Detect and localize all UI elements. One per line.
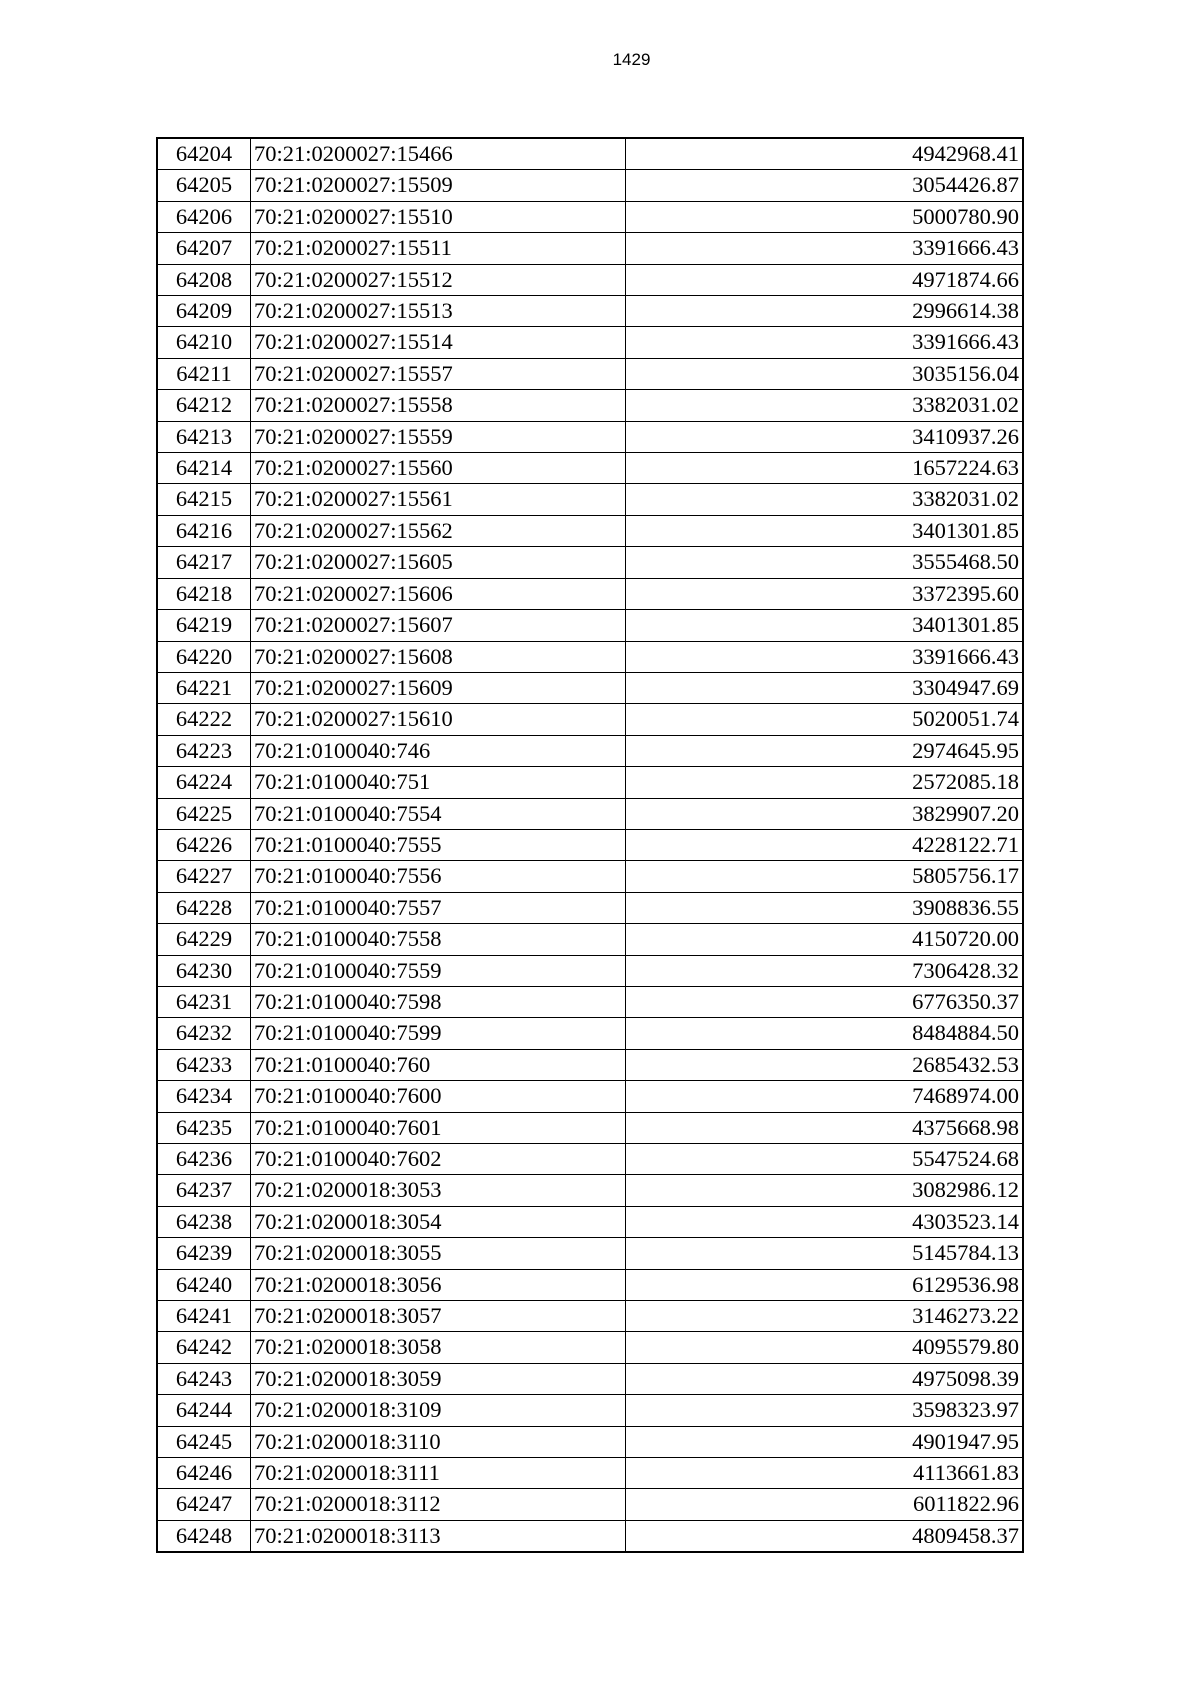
table-row bbox=[157, 1206, 1023, 1237]
table-row bbox=[157, 233, 1023, 264]
table-row bbox=[157, 1395, 1023, 1426]
row-number-cell: 64225 bbox=[157, 798, 251, 829]
table-row bbox=[157, 641, 1023, 672]
table-body bbox=[157, 138, 1023, 1552]
cadastral-value-cell: 5000780.90 bbox=[626, 201, 1024, 232]
cadastral-value-cell: 3908836.55 bbox=[626, 892, 1024, 923]
row-number-cell: 64242 bbox=[157, 1332, 251, 1363]
cadastral-value-cell: 4228122.71 bbox=[626, 829, 1024, 860]
cadastral-number-cell: 70:21:0200018:3111 bbox=[251, 1458, 626, 1489]
table-row bbox=[157, 453, 1023, 484]
cadastral-number-cell: 70:21:0200027:15557 bbox=[251, 358, 626, 389]
page-number: 1429 bbox=[612, 50, 651, 69]
row-number-cell: 64243 bbox=[157, 1363, 251, 1394]
table-row bbox=[157, 390, 1023, 421]
cadastral-value-cell: 3372395.60 bbox=[626, 578, 1024, 609]
table-row bbox=[157, 704, 1023, 735]
table-row bbox=[157, 767, 1023, 798]
row-number-cell: 64246 bbox=[157, 1458, 251, 1489]
cadastral-number-cell: 70:21:0200027:15610 bbox=[251, 704, 626, 735]
cadastral-number-cell: 70:21:0200027:15514 bbox=[251, 327, 626, 358]
row-number-cell: 64211 bbox=[157, 358, 251, 389]
cadastral-number-cell: 70:21:0200027:15562 bbox=[251, 515, 626, 546]
row-number-cell: 64209 bbox=[157, 296, 251, 327]
cadastral-number-cell: 70:21:0100040:7558 bbox=[251, 924, 626, 955]
cadastral-value-cell: 3035156.04 bbox=[626, 358, 1024, 389]
row-number-cell: 64231 bbox=[157, 986, 251, 1017]
cadastral-value-cell: 8484884.50 bbox=[626, 1018, 1024, 1049]
table-row bbox=[157, 1520, 1023, 1552]
table-row bbox=[157, 358, 1023, 389]
row-number-cell: 64221 bbox=[157, 672, 251, 703]
cadastral-number-cell: 70:21:0200018:3058 bbox=[251, 1332, 626, 1363]
row-number-cell: 64229 bbox=[157, 924, 251, 955]
row-number-cell: 64233 bbox=[157, 1049, 251, 1080]
row-number-cell: 64210 bbox=[157, 327, 251, 358]
row-number-cell: 64228 bbox=[157, 892, 251, 923]
cadastral-number-cell: 70:21:0100040:760 bbox=[251, 1049, 626, 1080]
row-number-cell: 64215 bbox=[157, 484, 251, 515]
cadastral-value-cell: 2685432.53 bbox=[626, 1049, 1024, 1080]
cadastral-number-cell: 70:21:0200018:3055 bbox=[251, 1238, 626, 1269]
cadastral-value-cell: 4971874.66 bbox=[626, 264, 1024, 295]
table-row bbox=[157, 138, 1023, 170]
row-number-cell: 64212 bbox=[157, 390, 251, 421]
cadastral-number-cell: 70:21:0200027:15606 bbox=[251, 578, 626, 609]
cadastral-value-cell: 3410937.26 bbox=[626, 421, 1024, 452]
cadastral-number-cell: 70:21:0200027:15559 bbox=[251, 421, 626, 452]
row-number-cell: 64227 bbox=[157, 861, 251, 892]
table-row bbox=[157, 861, 1023, 892]
cadastral-number-cell: 70:21:0200027:15466 bbox=[251, 138, 626, 170]
cadastral-value-cell: 5020051.74 bbox=[626, 704, 1024, 735]
cadastral-number-cell: 70:21:0100040:7555 bbox=[251, 829, 626, 860]
cadastral-value-cell: 3082986.12 bbox=[626, 1175, 1024, 1206]
cadastral-number-cell: 70:21:0200027:15509 bbox=[251, 170, 626, 201]
table-row bbox=[157, 924, 1023, 955]
cadastral-value-cell: 3401301.85 bbox=[626, 610, 1024, 641]
cadastral-number-cell: 70:21:0200027:15607 bbox=[251, 610, 626, 641]
row-number-cell: 64241 bbox=[157, 1301, 251, 1332]
row-number-cell: 64219 bbox=[157, 610, 251, 641]
row-number-cell: 64204 bbox=[157, 138, 251, 170]
cadastral-value-cell: 4303523.14 bbox=[626, 1206, 1024, 1237]
table-row bbox=[157, 1363, 1023, 1394]
table-row bbox=[157, 1112, 1023, 1143]
cadastral-number-cell: 70:21:0200018:3053 bbox=[251, 1175, 626, 1206]
cadastral-value-cell: 6011822.96 bbox=[626, 1489, 1024, 1520]
table-row bbox=[157, 829, 1023, 860]
cadastral-value-cell: 3391666.43 bbox=[626, 327, 1024, 358]
cadastral-value-cell: 5805756.17 bbox=[626, 861, 1024, 892]
cadastral-value-cell: 2572085.18 bbox=[626, 767, 1024, 798]
cadastral-number-cell: 70:21:0200027:15511 bbox=[251, 233, 626, 264]
cadastral-number-cell: 70:21:0100040:746 bbox=[251, 735, 626, 766]
row-number-cell: 64220 bbox=[157, 641, 251, 672]
cadastral-number-cell: 70:21:0200027:15561 bbox=[251, 484, 626, 515]
cadastral-number-cell: 70:21:0200027:15512 bbox=[251, 264, 626, 295]
cadastral-value-cell: 4150720.00 bbox=[626, 924, 1024, 955]
cadastral-number-cell: 70:21:0200027:15510 bbox=[251, 201, 626, 232]
table-row bbox=[157, 170, 1023, 201]
table-row bbox=[157, 296, 1023, 327]
row-number-cell: 64236 bbox=[157, 1144, 251, 1175]
cadastral-value-table bbox=[156, 137, 1024, 1553]
cadastral-number-cell: 70:21:0200018:3109 bbox=[251, 1395, 626, 1426]
table-row bbox=[157, 201, 1023, 232]
cadastral-value-cell: 3391666.43 bbox=[626, 233, 1024, 264]
table-row bbox=[157, 892, 1023, 923]
row-number-cell: 64216 bbox=[157, 515, 251, 546]
cadastral-value-cell: 4809458.37 bbox=[626, 1520, 1024, 1552]
cadastral-number-cell: 70:21:0200027:15605 bbox=[251, 547, 626, 578]
table-row bbox=[157, 1175, 1023, 1206]
table-row bbox=[157, 672, 1023, 703]
cadastral-value-cell: 3146273.22 bbox=[626, 1301, 1024, 1332]
cadastral-number-cell: 70:21:0200018:3057 bbox=[251, 1301, 626, 1332]
cadastral-value-cell: 4901947.95 bbox=[626, 1426, 1024, 1457]
table-row bbox=[157, 327, 1023, 358]
row-number-cell: 64248 bbox=[157, 1520, 251, 1552]
cadastral-value-cell: 3304947.69 bbox=[626, 672, 1024, 703]
row-number-cell: 64218 bbox=[157, 578, 251, 609]
table-row bbox=[157, 1301, 1023, 1332]
row-number-cell: 64240 bbox=[157, 1269, 251, 1300]
cadastral-number-cell: 70:21:0200027:15608 bbox=[251, 641, 626, 672]
table-row bbox=[157, 1458, 1023, 1489]
table-row bbox=[157, 798, 1023, 829]
cadastral-number-cell: 70:21:0100040:7600 bbox=[251, 1081, 626, 1112]
cadastral-value-cell: 4375668.98 bbox=[626, 1112, 1024, 1143]
table-row bbox=[157, 1489, 1023, 1520]
row-number-cell: 64239 bbox=[157, 1238, 251, 1269]
cadastral-value-cell: 3054426.87 bbox=[626, 170, 1024, 201]
cadastral-value-cell: 5145784.13 bbox=[626, 1238, 1024, 1269]
cadastral-number-cell: 70:21:0200018:3054 bbox=[251, 1206, 626, 1237]
cadastral-number-cell: 70:21:0100040:7554 bbox=[251, 798, 626, 829]
row-number-cell: 64224 bbox=[157, 767, 251, 798]
cadastral-value-cell: 4942968.41 bbox=[626, 138, 1024, 170]
cadastral-number-cell: 70:21:0100040:751 bbox=[251, 767, 626, 798]
cadastral-number-cell: 70:21:0200018:3113 bbox=[251, 1520, 626, 1552]
cadastral-value-cell: 6776350.37 bbox=[626, 986, 1024, 1017]
table-row bbox=[157, 578, 1023, 609]
row-number-cell: 64206 bbox=[157, 201, 251, 232]
cadastral-value-cell: 3401301.85 bbox=[626, 515, 1024, 546]
cadastral-value-cell: 4095579.80 bbox=[626, 1332, 1024, 1363]
row-number-cell: 64234 bbox=[157, 1081, 251, 1112]
table-row bbox=[157, 484, 1023, 515]
row-number-cell: 64214 bbox=[157, 453, 251, 484]
table-row bbox=[157, 1426, 1023, 1457]
cadastral-value-cell: 6129536.98 bbox=[626, 1269, 1024, 1300]
row-number-cell: 64208 bbox=[157, 264, 251, 295]
cadastral-value-cell: 3829907.20 bbox=[626, 798, 1024, 829]
row-number-cell: 64245 bbox=[157, 1426, 251, 1457]
row-number-cell: 64235 bbox=[157, 1112, 251, 1143]
cadastral-number-cell: 70:21:0200018:3056 bbox=[251, 1269, 626, 1300]
cadastral-number-cell: 70:21:0200018:3110 bbox=[251, 1426, 626, 1457]
cadastral-number-cell: 70:21:0200027:15609 bbox=[251, 672, 626, 703]
table-row bbox=[157, 986, 1023, 1017]
table-row bbox=[157, 421, 1023, 452]
table-row bbox=[157, 1018, 1023, 1049]
cadastral-number-cell: 70:21:0100040:7556 bbox=[251, 861, 626, 892]
cadastral-value-cell: 3382031.02 bbox=[626, 390, 1024, 421]
table-row bbox=[157, 1269, 1023, 1300]
row-number-cell: 64207 bbox=[157, 233, 251, 264]
cadastral-value-cell: 4113661.83 bbox=[626, 1458, 1024, 1489]
row-number-cell: 64230 bbox=[157, 955, 251, 986]
table-row bbox=[157, 1081, 1023, 1112]
cadastral-value-cell: 2974645.95 bbox=[626, 735, 1024, 766]
cadastral-value-cell: 2996614.38 bbox=[626, 296, 1024, 327]
table-row bbox=[157, 1332, 1023, 1363]
cadastral-number-cell: 70:21:0200018:3112 bbox=[251, 1489, 626, 1520]
cadastral-number-cell: 70:21:0100040:7601 bbox=[251, 1112, 626, 1143]
cadastral-value-cell: 3598323.97 bbox=[626, 1395, 1024, 1426]
table-row bbox=[157, 735, 1023, 766]
row-number-cell: 64237 bbox=[157, 1175, 251, 1206]
table-row bbox=[157, 264, 1023, 295]
row-number-cell: 64244 bbox=[157, 1395, 251, 1426]
row-number-cell: 64226 bbox=[157, 829, 251, 860]
cadastral-value-cell: 7306428.32 bbox=[626, 955, 1024, 986]
table-row bbox=[157, 1144, 1023, 1175]
cadastral-number-cell: 70:21:0100040:7559 bbox=[251, 955, 626, 986]
table-row bbox=[157, 1238, 1023, 1269]
row-number-cell: 64232 bbox=[157, 1018, 251, 1049]
table-row bbox=[157, 610, 1023, 641]
table-row bbox=[157, 547, 1023, 578]
cadastral-value-cell: 3382031.02 bbox=[626, 484, 1024, 515]
cadastral-value-cell: 7468974.00 bbox=[626, 1081, 1024, 1112]
row-number-cell: 64205 bbox=[157, 170, 251, 201]
cadastral-value-cell: 3391666.43 bbox=[626, 641, 1024, 672]
cadastral-number-cell: 70:21:0200027:15558 bbox=[251, 390, 626, 421]
row-number-cell: 64223 bbox=[157, 735, 251, 766]
row-number-cell: 64222 bbox=[157, 704, 251, 735]
row-number-cell: 64213 bbox=[157, 421, 251, 452]
cadastral-number-cell: 70:21:0100040:7599 bbox=[251, 1018, 626, 1049]
cadastral-number-cell: 70:21:0100040:7557 bbox=[251, 892, 626, 923]
table-row bbox=[157, 515, 1023, 546]
cadastral-value-cell: 4975098.39 bbox=[626, 1363, 1024, 1394]
cadastral-number-cell: 70:21:0100040:7598 bbox=[251, 986, 626, 1017]
cadastral-value-cell: 1657224.63 bbox=[626, 453, 1024, 484]
cadastral-value-cell: 3555468.50 bbox=[626, 547, 1024, 578]
table-row bbox=[157, 955, 1023, 986]
row-number-cell: 64238 bbox=[157, 1206, 251, 1237]
cadastral-value-cell: 5547524.68 bbox=[626, 1144, 1024, 1175]
table-row bbox=[157, 1049, 1023, 1080]
cadastral-number-cell: 70:21:0100040:7602 bbox=[251, 1144, 626, 1175]
row-number-cell: 64247 bbox=[157, 1489, 251, 1520]
cadastral-number-cell: 70:21:0200027:15560 bbox=[251, 453, 626, 484]
row-number-cell: 64217 bbox=[157, 547, 251, 578]
cadastral-number-cell: 70:21:0200027:15513 bbox=[251, 296, 626, 327]
cadastral-number-cell: 70:21:0200018:3059 bbox=[251, 1363, 626, 1394]
